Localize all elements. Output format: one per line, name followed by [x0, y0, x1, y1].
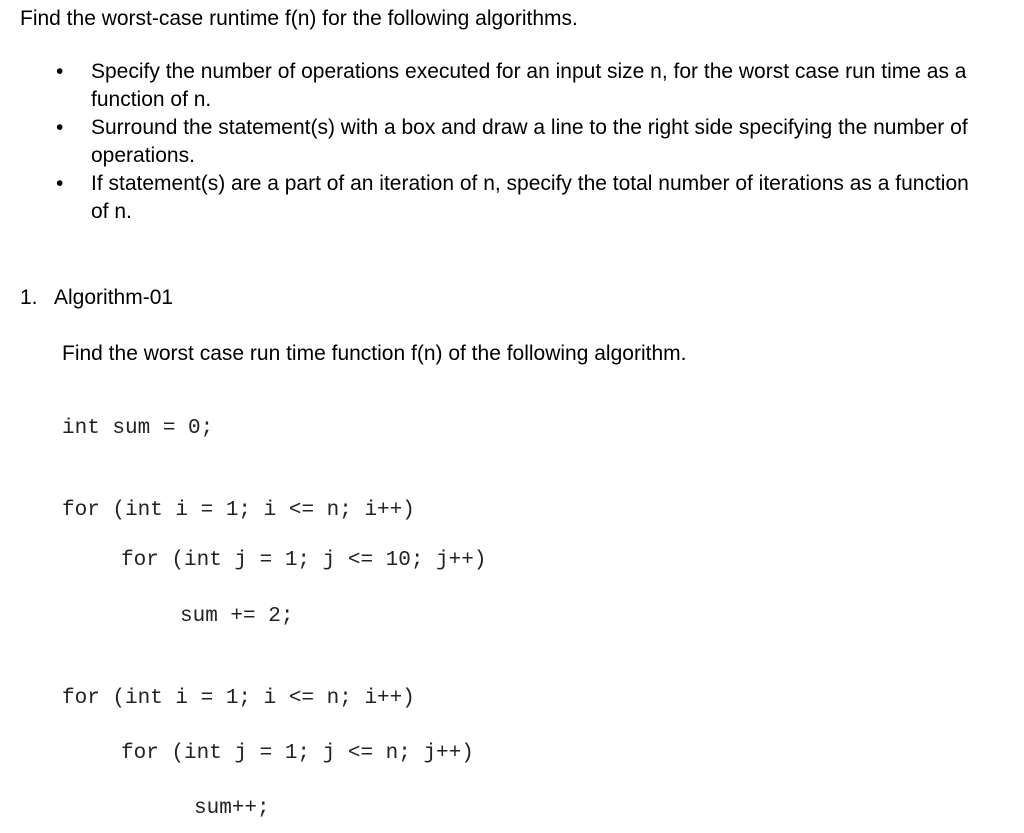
- code-line-sum-init: int sum = 0;: [62, 417, 214, 440]
- code-line-outer-loop-2: for (int i = 1; i <= n; i++): [62, 687, 415, 710]
- instruction-item: [0, 58, 971, 114]
- instruction-list: [0, 58, 1000, 226]
- problem-title: Algorithm-01: [54, 286, 174, 309]
- code-line-sum-increment: sum++;: [194, 797, 270, 820]
- problem-heading: [20, 284, 173, 312]
- instruction-item: [0, 170, 971, 226]
- intro-text: Find the worst-case runtime f(n) for the following algorithms.: [20, 7, 578, 30]
- problem-number: 1.: [20, 286, 38, 309]
- instruction-text: If statement(s) are a part of an iteration of n, specify the total number of iterations as a function of n.: [91, 172, 969, 223]
- bullet-marker: •: [56, 116, 64, 139]
- instruction-text: Surround the statement(s) with a box and draw a line to the right side specifying the number of operations.: [91, 116, 968, 167]
- bullet-marker: •: [56, 172, 64, 195]
- problem-instruction: Find the worst case run time function f(n) of the following algorithm.: [62, 342, 687, 365]
- code-line-outer-loop-1: for (int i = 1; i <= n; i++): [62, 499, 415, 522]
- code-line-inner-loop-1: for (int j = 1; j <= 10; j++): [121, 549, 487, 572]
- code-line-sum-add: sum += 2;: [180, 605, 294, 628]
- bullet-marker: •: [56, 60, 64, 83]
- instruction-text: Specify the number of operations executed for an input size n, for the worst case run time as a function of n.: [91, 60, 967, 111]
- instruction-item: [0, 114, 971, 170]
- code-line-inner-loop-2: for (int j = 1; j <= n; j++): [121, 742, 474, 765]
